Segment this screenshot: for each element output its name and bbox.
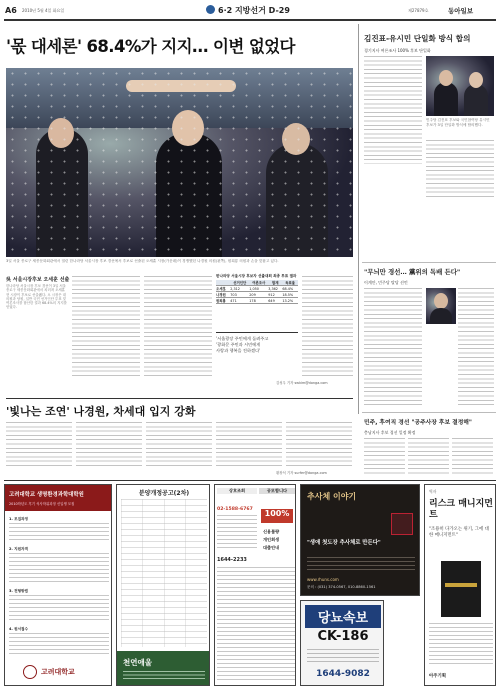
diabetes-ad-lines <box>307 649 379 665</box>
table-cell: 원희룡 <box>216 299 226 304</box>
main-article-body-col2 <box>72 276 140 376</box>
person-c <box>430 308 452 324</box>
book-ad-tag: 역자 <box>429 489 437 494</box>
main-article-body-col3 <box>144 276 212 376</box>
reporter-byline: 김성우 기자 swkim@donga.com <box>276 381 328 385</box>
diabetes-ad[interactable] <box>300 600 384 686</box>
right-top-subhead: 경기지사 여론조사 100% 후보 단일화 <box>364 48 431 53</box>
election-emblem-icon <box>206 5 215 14</box>
right-mid-body-2 <box>458 288 494 408</box>
seal-ad-lines <box>307 557 415 573</box>
section-rule-bottom <box>6 398 353 399</box>
book-ad-quote: "조용히 다가오는 위기, 그에 대한 매니지먼트" <box>429 527 489 538</box>
seal-ad-phone[interactable]: 문의 : (031) 374-0567, 010-8860-1561 <box>307 585 376 589</box>
table-row <box>216 298 298 304</box>
right-top-body <box>364 56 422 164</box>
right-top-body-2 <box>426 140 494 200</box>
book-ad-publisher: 아주기획 <box>429 674 446 679</box>
seal-stamp-icon <box>391 513 413 535</box>
right-top-headline: 김진표-유시민 단일화 방식 합의 <box>364 34 471 43</box>
book-cover-stripe <box>445 583 477 587</box>
person-b-face <box>469 72 483 88</box>
classified-list-item: 대출안내 <box>263 545 280 550</box>
header-rule <box>4 19 496 21</box>
right-bottom-subhead: 충남지사 후보 경선 일정 확정 <box>364 430 416 435</box>
university-ad-subtitle: 2010학년도 후기 석사학위과정 신입생 모집 <box>9 502 75 506</box>
right-top-caption: 민주당 김진표 후보와 국민참여당 유시민 후보가 3일 단일화 방식에 합의했다. <box>426 118 490 127</box>
table-cell: 178 <box>249 298 256 303</box>
university-ad-item: 4. 원서접수 <box>9 627 29 631</box>
page-header <box>0 0 500 20</box>
right-mid-headline: "무늬만 경선… 黨위의 독배 든다" <box>364 268 461 276</box>
quote-line: '광화문 주민과 시민에게 <box>216 342 261 347</box>
table-cell: 912 <box>268 292 275 297</box>
university-ad-item: 2. 지원자격 <box>9 547 29 551</box>
table-cell: 649 <box>268 298 275 303</box>
table-header-cell: 여론조사 <box>252 281 266 286</box>
apartment-ad[interactable] <box>116 484 210 686</box>
right-mid-body <box>364 288 422 408</box>
section-rule <box>362 262 496 263</box>
main-photo-caption: 3일 서울 종로구 세종문화회관에서 열린 한나라당 서울시장 후보 경선에서 후보로 선출된 오세훈 시장(가운데)이 경쟁했던 나경원 의원(왼쪽), 원희룡 의원과 손을 맞잡고 있다. <box>6 259 279 263</box>
university-ad-title: 고려대학교 생명환경과학대학원 <box>9 492 84 498</box>
apartment-ad-table <box>121 499 207 647</box>
classified-list-item: 신용불량 <box>263 529 280 534</box>
university-ad-item: 1. 모집과정 <box>9 517 29 521</box>
table-cell: 3,362 <box>268 286 278 291</box>
classified-tag-1: 상호조회 <box>217 488 257 494</box>
book-ad-lines <box>429 623 493 667</box>
right-bottom-headline: 민주, 후여직 경선 "공주사장 후보 결정해" <box>364 420 472 426</box>
university-logo-text: 고려대학교 <box>41 668 75 676</box>
university-ad-item: 3. 전형방법 <box>9 589 29 593</box>
book-cover-image <box>441 561 481 617</box>
university-ad-banner <box>5 485 112 511</box>
quote-box <box>216 332 298 378</box>
person-b <box>464 84 488 116</box>
university-ad-lines <box>9 523 109 543</box>
diabetes-ad-phone[interactable]: 1644-9082 <box>316 669 370 679</box>
edition-number: 제27879호 <box>408 8 429 13</box>
main-article-body-col1: 한나라당 서울시장 후보 경선이 3일 서울 종로구 세종문화회관에서 치러져 오세훈 현 시장이 후보로 선출됐다. 오 시장은 대의원과 당원, 일반 국민 선거인단 투표 및 여론조사를 합산한 결과 68.4%의 지지를 얻었다. <box>6 284 67 310</box>
classified-ad[interactable] <box>214 484 296 686</box>
apartment-ad-brand: 천연애울 <box>123 658 152 667</box>
table-cell: 471 <box>230 298 237 303</box>
right-bottom-body <box>364 438 494 476</box>
section-rule-right <box>362 412 496 413</box>
university-ad-lines <box>9 553 109 585</box>
table-cell: 13.2% <box>282 298 294 303</box>
right-mid-photo <box>426 288 456 324</box>
page-number: A6 <box>5 6 17 15</box>
reporter-byline-2: 황장석 기자 surfer@donga.com <box>276 471 327 475</box>
vote-table-title: 한나라당 서울시장 후보자 선출대회 최종 투표 결과 <box>216 274 297 278</box>
table-cell: 703 <box>230 292 237 297</box>
person-c-face <box>434 293 448 309</box>
quote-line: 사랑과 행복을 전하겠다' <box>216 348 261 353</box>
main-article-body-col5 <box>302 276 353 376</box>
vote-table-box <box>216 274 298 326</box>
table-cell: 2,312 <box>230 286 240 291</box>
bottom-article-body <box>6 422 353 468</box>
person-a <box>434 82 458 116</box>
apartment-ad-contact <box>123 671 205 681</box>
right-top-photo <box>426 56 494 116</box>
table-cell: 나경원 <box>216 293 226 298</box>
table-cell: 오세훈 <box>216 287 226 292</box>
right-mid-subhead: 이계안, 민주당 탈당 선언 <box>364 280 408 285</box>
diabetes-ad-number: CK-186 <box>317 629 369 644</box>
main-photo <box>6 68 353 257</box>
seal-ad[interactable] <box>300 484 420 596</box>
apartment-ad-title: 분양개정공고(2차) <box>138 490 190 497</box>
bottom-headline: '빛나는 조연' 나경원, 차세대 입지 강화 <box>6 405 196 418</box>
table-cell: 68.4% <box>282 286 294 291</box>
newspaper-name: 동아일보 <box>448 7 474 15</box>
university-ad[interactable] <box>4 484 112 686</box>
university-logo-icon <box>23 665 37 679</box>
table-header-cell: 합계 <box>272 281 279 286</box>
classified-lines-2 <box>217 567 295 683</box>
quote-line: '서울광장 주민에게 돌려주고 <box>216 336 269 341</box>
column-divider <box>358 24 359 414</box>
book-ad[interactable] <box>424 484 496 686</box>
table-cell: 18.5% <box>282 292 294 297</box>
table-header-cell: 선거인단 <box>233 281 247 286</box>
issue-date: 2010년 5월 4일 화요일 <box>22 8 65 13</box>
main-article-subhead: 吳 서울시장후보 오세훈 선출 <box>6 277 70 283</box>
ads-top-rule <box>4 480 496 481</box>
diabetes-ad-badge: 당뇨속보 <box>305 605 381 628</box>
person-a-face <box>439 70 453 86</box>
university-ad-lines <box>9 595 109 623</box>
main-headline: '몫 대세론' 68.4%가 지지… 이변 없었다 <box>6 37 295 56</box>
confetti <box>6 68 353 257</box>
section-title: 6·2 지방선거 D-29 <box>218 6 290 15</box>
classified-phone-1[interactable]: 02-1588-6767 <box>217 507 253 512</box>
classified-tag-2: 공모합니다 <box>259 488 295 494</box>
classified-phone-2[interactable]: 1644-2233 <box>217 557 247 563</box>
seal-ad-url[interactable]: www.rhuns.com <box>307 577 339 582</box>
seal-ad-slogan: "생애 첫도장 추사체로 만든다" <box>307 540 381 546</box>
university-ad-lines <box>9 633 109 657</box>
classified-lines-1 <box>217 515 257 549</box>
classified-promo: 100% <box>261 509 293 523</box>
seal-ad-title: 추사체 이야기 <box>307 492 357 501</box>
table-header-cell: 득표율 <box>285 281 296 286</box>
book-ad-title: 리스크 매니지먼트 <box>429 499 493 520</box>
table-cell: 1,050 <box>249 286 259 291</box>
table-cell: 209 <box>249 292 256 297</box>
classified-list-item: 개인회생 <box>263 537 280 542</box>
vote-table <box>216 280 298 304</box>
